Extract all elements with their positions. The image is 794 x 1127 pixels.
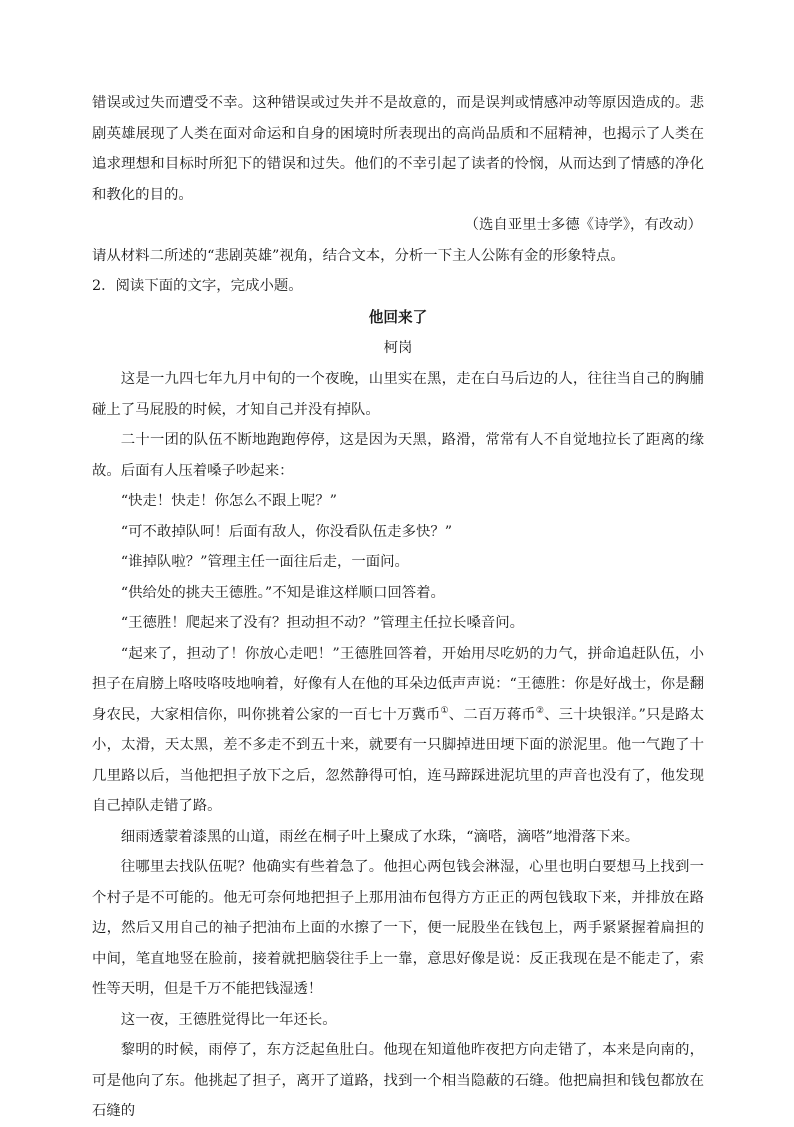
story-paragraph: 这是一九四七年九月中旬的一个夜晚，山里实在黑，走在白马后边的人，往往当自己的胸脯碰上了马屁股的时候，才知自己并没有掉队。 bbox=[92, 371, 704, 418]
story-dialogue: “王德胜！爬起来了没有？担动担不动？”管理主任拉长嗓音问。 bbox=[120, 615, 525, 631]
material-two-tail: 错误或过失而遭受不幸。这种错误或过失并不是故意的，而是误判或情感冲动等原因造成的。悲剧英雄展现了人类在面对命运和自身的困境时所表现出的高尚品质和不屈精神，也揭示了人类在追求理想和目标时所犯下的错误和过失。他们的不幸引起了读者的怜悯，从而达到了情感的净化和教化的目的。 bbox=[92, 95, 704, 203]
story-paragraph: 细雨透蒙着漆黑的山道，雨丝在桐子叶上聚成了水珠，“滴嗒，滴嗒”地滑落下来。 bbox=[120, 828, 640, 845]
story-paragraph: 二十一团的队伍不断地跑跑停停，这是因为天黑，路滑，常常有人不自觉地拉长了距离的缘故。后面有人压着嗓子吵起来： bbox=[92, 432, 704, 479]
story-text: “起来了，担动了！你放心走吧！”王德胜回答着，开始用尽吃奶的力气，拼命追赶队伍，小担子在肩膀上咯吱咯吱地响着，好像有人在他的耳朵边低声声说：“王德胜：你是好战士，你是翻身农民，大家相信你，叫你挑着公家的一百七十万冀币 bbox=[92, 645, 704, 723]
story-paragraph: 黎明的时候，雨停了，东方泛起鱼肚白。他现在知道他昨夜把方向走错了，本来是向南的，可是他向了东。他挑起了担子，离开了道路，找到一个相当隐蔽的石缝。他把扁担和钱包都放在石缝的 bbox=[92, 1042, 704, 1119]
story-dialogue: “供给处的挑夫王德胜。”不知是谁这样顺口回答着。 bbox=[120, 584, 445, 601]
material-source: （选自亚里士多德《诗学》，有改动） bbox=[464, 217, 702, 233]
story-dialogue: “谁掉队啦？”管理主任一面往后走，一面问。 bbox=[120, 554, 409, 570]
footnote-marker: ① bbox=[440, 705, 449, 716]
story-title: 他回来了 bbox=[368, 308, 428, 326]
section-two-heading: 2．阅读下面的文字，完成小题。 bbox=[92, 278, 303, 294]
story-text: 、二百万蒋币 bbox=[448, 706, 536, 723]
story-paragraph: 往哪里去找队伍呢？他确实有些着急了。他担心两包钱会淋湿，心里也明白要想马上找到一个村子是不可能的。他无可奈何地把担子上那用油布包得方方正正的两包钱取下来，并排放在路边，然后又用自己的袖子把油布上面的水擦了一下，便一屁股坐在钱包上，两手紧紧握着扁担的中间，笔直地竖在脸前，接着就把脑袋往手上一靠，意思好像是说：反正我现在是不能走了，索性等天明，但是千万不能把钱湿透！ bbox=[92, 859, 704, 997]
story-paragraph bbox=[92, 639, 704, 822]
story-text: 、三十块银洋。”只是路太小，太滑，天太黑，差不多走不到五十来，就要有一只脚掉进田埂下面的淤泥里。他一气跑了十几里路以后，当他把担子放下之后，忽然静得可怕，连马蹄踩进泥坑里的声音也没有了，他发现自己掉队走错了路。 bbox=[92, 706, 704, 814]
story-dialogue: “可不敢掉队呵！后面有敌人，你没看队伍走多快？” bbox=[120, 523, 453, 540]
document-page bbox=[92, 88, 704, 1127]
footnote-marker: ② bbox=[535, 705, 545, 716]
story-dialogue: “快走！快走！你怎么不跟上呢？” bbox=[120, 493, 337, 509]
story-paragraph: 这一夜，王德胜觉得比一年还长。 bbox=[120, 1011, 337, 1028]
question-prompt: 请从材料二所述的“悲剧英雄”视角，结合文本，分析一下主人公陈有金的形象特点。 bbox=[92, 247, 625, 264]
story-author: 柯岗 bbox=[383, 340, 413, 356]
